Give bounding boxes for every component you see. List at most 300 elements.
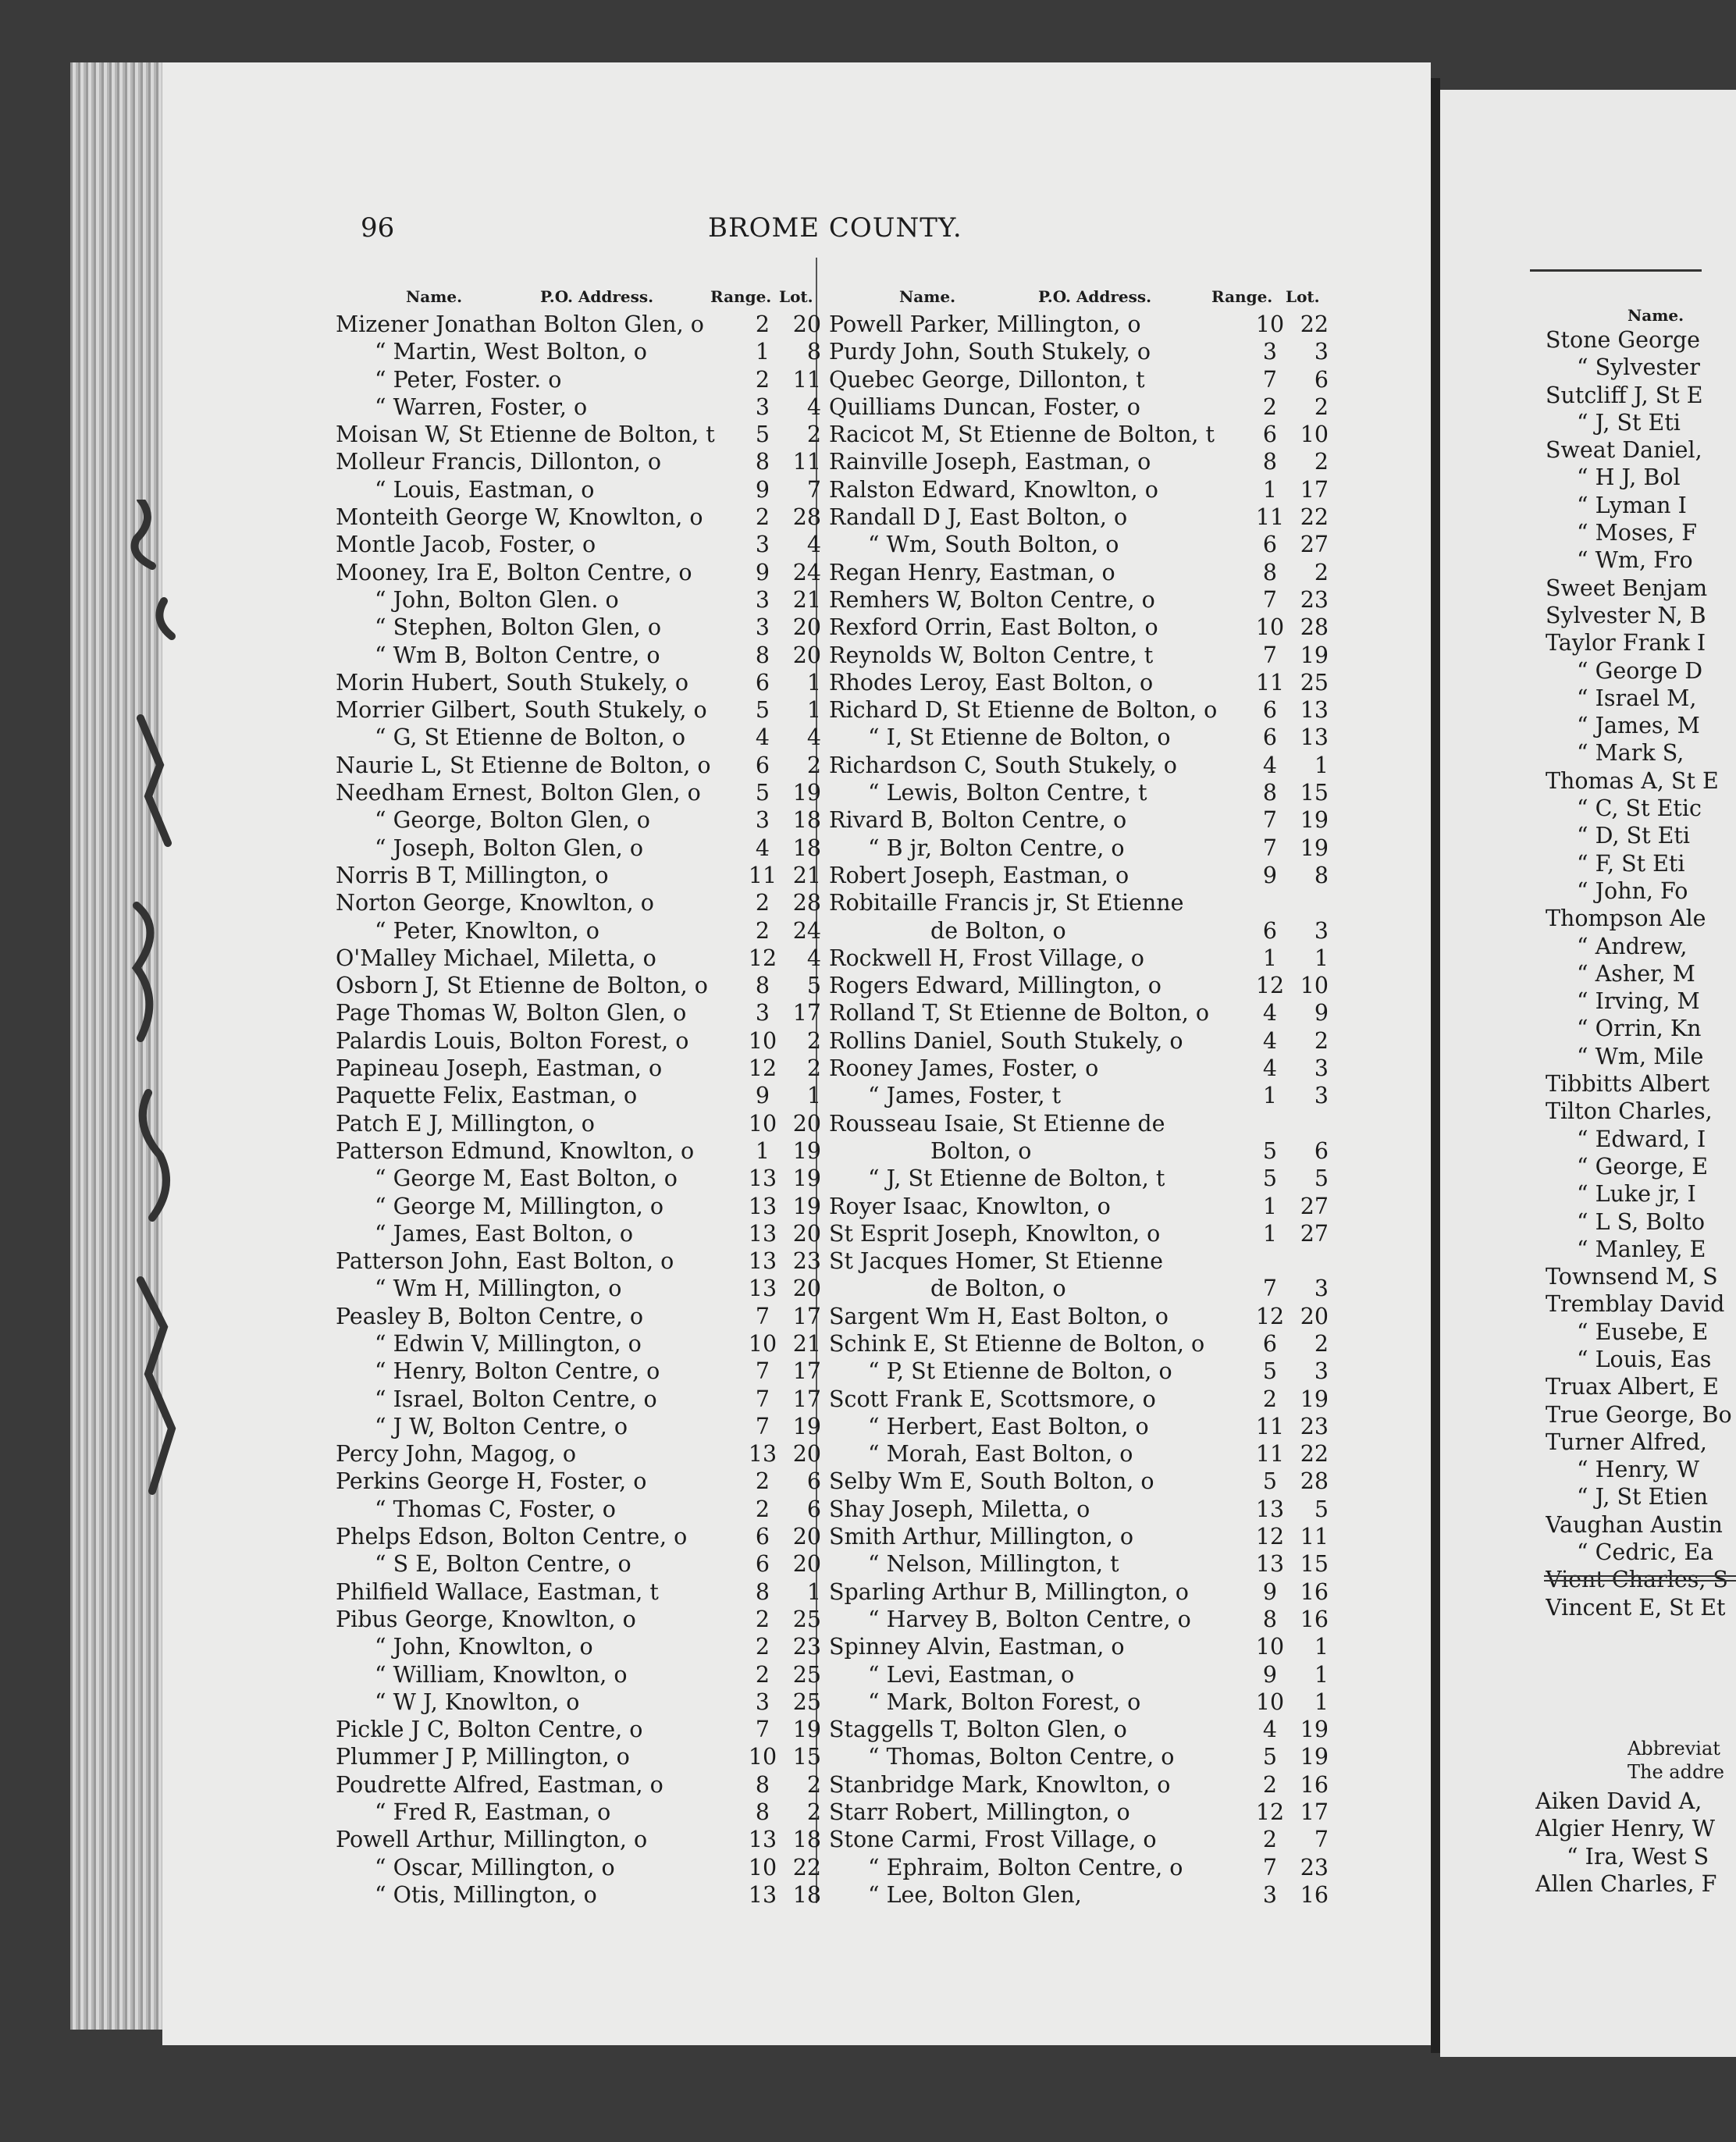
entry-name-address: “ James, Foster, t <box>868 1083 1062 1109</box>
entry-name-address: “ Ira, West S <box>1567 1843 1709 1870</box>
entry-lot: 2 <box>806 422 821 448</box>
entry-lot: 20 <box>1300 1303 1329 1329</box>
directory-entry <box>336 1468 820 1495</box>
entry-range: 2 <box>1262 393 1278 420</box>
entry-range: 1 <box>1262 1083 1278 1109</box>
entry-range: 2 <box>755 917 770 944</box>
entry-name-address: “ Peter, Knowlton, o <box>375 917 599 944</box>
entry-range: 5 <box>755 422 770 448</box>
entry-range: 2 <box>755 1661 770 1688</box>
entry-lot: 17 <box>1300 1799 1329 1826</box>
entry-lot: 22 <box>1300 504 1329 531</box>
right-page-entry <box>1546 354 1736 381</box>
directory-entry <box>829 669 1329 696</box>
entry-lot: 5 <box>806 973 821 999</box>
directory-entry <box>336 421 820 448</box>
entry-range: 10 <box>748 1330 777 1357</box>
entry-lot: 20 <box>792 1524 821 1550</box>
entry-name-address: Needham Ernest, Bolton Glen, o <box>336 780 701 806</box>
entry-name-address: Smith Arthur, Millington, o <box>829 1524 1133 1550</box>
entry-name-address: Page Thomas W, Bolton Glen, o <box>336 1000 687 1027</box>
entry-name-address: Spinney Alvin, Eastman, o <box>829 1634 1125 1660</box>
entry-name-address: Royer Isaac, Knowlton, o <box>829 1193 1111 1219</box>
entry-name-address: “ John, Bolton Glen. o <box>375 586 619 613</box>
entry-name-address: Sutcliff J, St E <box>1546 382 1703 408</box>
directory-entry <box>336 999 820 1027</box>
entry-lot: 1 <box>1314 1634 1329 1660</box>
right-page-double-rule <box>1544 1575 1736 1582</box>
header-po-address: P.O. Address. <box>540 287 654 306</box>
entry-name-address: “ Otis, Millington, o <box>375 1881 597 1908</box>
entry-lot: 19 <box>792 1413 821 1439</box>
entry-name-address: “ Ephraim, Bolton Centre, o <box>868 1854 1183 1880</box>
entry-range: 2 <box>755 1634 770 1660</box>
header-lot: Lot. <box>779 287 813 306</box>
right-page-entry <box>1546 1263 1736 1290</box>
right-page-entry <box>1546 382 1736 409</box>
entry-name-address: Naurie L, St Etienne de Bolton, o <box>336 752 711 778</box>
entry-lot: 7 <box>806 476 821 503</box>
entry-range: 10 <box>748 1110 777 1137</box>
directory-entry <box>829 1826 1329 1853</box>
directory-entry <box>336 669 820 696</box>
directory-entry <box>829 531 1329 558</box>
right-page-entry <box>1546 1153 1736 1180</box>
entry-name-address: “ Wm, South Bolton, o <box>868 532 1119 558</box>
directory-entry <box>829 1386 1329 1413</box>
entry-lot: 3 <box>1314 339 1329 365</box>
entry-range: 5 <box>1262 1468 1278 1495</box>
entry-name-address: Tremblay David <box>1546 1291 1725 1318</box>
entry-name-address: Molleur Francis, Dillonton, o <box>336 449 661 475</box>
entry-range: 7 <box>1262 834 1278 861</box>
directory-entry <box>336 476 820 503</box>
directory-entry <box>829 889 1321 916</box>
entry-lot: 19 <box>1300 1717 1329 1743</box>
directory-entry <box>829 1247 1321 1275</box>
entry-name-address: Rivard B, Bolton Centre, o <box>829 807 1127 834</box>
entry-name-address: Townsend M, S <box>1546 1264 1718 1290</box>
entry-range: 7 <box>1262 1276 1278 1302</box>
entry-name-address: Robert Joseph, Eastman, o <box>829 862 1129 888</box>
right-page-entry <box>1546 602 1736 629</box>
right-page-entry <box>1546 629 1736 656</box>
entry-lot: 23 <box>1300 586 1329 613</box>
entry-lot: 3 <box>1314 1358 1329 1385</box>
entry-lot: 1 <box>1314 1688 1329 1715</box>
entry-lot: 5 <box>1314 1165 1329 1192</box>
book-gutter <box>1431 78 1440 2053</box>
directory-entry <box>336 503 820 531</box>
entry-range: 7 <box>755 1358 770 1385</box>
entry-lot: 3 <box>1314 1276 1329 1302</box>
directory-entry <box>336 1275 820 1302</box>
entry-name-address: “ Lee, Bolton Glen, <box>868 1881 1082 1908</box>
directory-entry <box>829 779 1329 806</box>
directory-entry <box>336 1330 820 1357</box>
right-column <box>829 287 1329 1909</box>
entry-range: 7 <box>1262 586 1278 613</box>
entry-range: 13 <box>748 1276 777 1302</box>
entry-name-address: “ Israel, Bolton Centre, o <box>375 1386 657 1412</box>
entry-name-address: “ P, St Etienne de Bolton, o <box>868 1358 1172 1385</box>
directory-entry <box>829 338 1329 365</box>
entry-name-address: Sweet Benjam <box>1546 575 1708 601</box>
entry-range: 1 <box>1262 945 1278 971</box>
right-page-entry <box>1546 960 1736 987</box>
directory-entry <box>336 1386 820 1413</box>
entry-name-address: Rolland T, St Etienne de Bolton, o <box>829 1000 1209 1027</box>
directory-entry <box>829 945 1329 972</box>
directory-entry <box>336 1799 820 1826</box>
entry-lot: 19 <box>792 1137 821 1164</box>
entry-range: 3 <box>755 393 770 420</box>
entry-lot: 17 <box>792 1386 821 1412</box>
entry-range: 9 <box>755 1083 770 1109</box>
entry-range: 2 <box>755 504 770 531</box>
entry-name-address: Plummer J P, Millington, o <box>336 1744 630 1770</box>
entry-lot: 2 <box>806 752 821 778</box>
directory-entry <box>829 393 1329 421</box>
entry-name-address: Pickle J C, Bolton Centre, o <box>336 1717 643 1743</box>
entry-range: 10 <box>1255 614 1285 641</box>
directory-entry <box>829 1716 1329 1743</box>
directory-entry <box>829 1633 1329 1660</box>
directory-entry <box>336 393 820 421</box>
entry-range: 6 <box>755 1551 770 1578</box>
entry-lot: 17 <box>792 1358 821 1385</box>
entry-name-address: Rooney James, Foster, o <box>829 1055 1099 1082</box>
entry-name-address: “ Peter, Foster. o <box>375 366 562 393</box>
entry-name-address: “ Moses, F <box>1577 520 1697 546</box>
entry-range: 9 <box>1262 862 1278 888</box>
entry-lot: 11 <box>792 449 821 475</box>
entry-lot: 3 <box>1314 917 1329 944</box>
entry-range: 13 <box>1255 1551 1285 1578</box>
entry-range: 7 <box>1262 1854 1278 1880</box>
entry-range: 10 <box>748 1744 777 1770</box>
entry-name-address: Mooney, Ira E, Bolton Centre, o <box>336 559 692 585</box>
entry-range: 2 <box>755 366 770 393</box>
directory-entry <box>336 1771 820 1799</box>
entry-name-address: “ Fred R, Eastman, o <box>375 1799 611 1826</box>
entry-range: 12 <box>1255 1303 1285 1329</box>
directory-entry <box>829 1854 1329 1881</box>
entry-lot: 19 <box>1300 1744 1329 1770</box>
entry-lot: 2 <box>806 1055 821 1082</box>
entry-range: 6 <box>1262 724 1278 751</box>
entry-range: 12 <box>748 1055 777 1082</box>
directory-entry <box>336 1743 820 1770</box>
entry-range: 7 <box>755 1413 770 1439</box>
entry-range: 2 <box>755 1606 770 1632</box>
entry-lot: 27 <box>1300 1220 1329 1247</box>
entry-range: 9 <box>755 559 770 585</box>
right-page-entries <box>1546 326 1736 1621</box>
entry-name-address: Rainville Joseph, Eastman, o <box>829 449 1151 475</box>
entry-range: 3 <box>755 1000 770 1027</box>
right-page-entry <box>1546 1594 1736 1621</box>
entry-range: 2 <box>755 1496 770 1522</box>
header-name: Name. <box>406 287 463 306</box>
entry-name-address: St Jacques Homer, St Etienne <box>829 1248 1163 1275</box>
entry-name-address: “ Wm H, Millington, o <box>375 1276 622 1302</box>
entry-name-address: Quilliams Duncan, Foster, o <box>829 393 1140 420</box>
entry-lot: 2 <box>806 1027 821 1054</box>
entry-name-address: Rexford Orrin, East Bolton, o <box>829 614 1158 641</box>
entry-lot: 6 <box>806 1468 821 1495</box>
entry-lot: 10 <box>1300 422 1329 448</box>
entry-lot: 7 <box>1314 1827 1329 1853</box>
entry-range: 5 <box>1262 1358 1278 1385</box>
directory-entry <box>829 559 1329 586</box>
right-page-entry <box>1546 1126 1736 1153</box>
entry-range: 11 <box>748 862 777 888</box>
entry-lot: 1 <box>806 1083 821 1109</box>
entry-range: 1 <box>1262 1193 1278 1219</box>
entry-range: 7 <box>755 1717 770 1743</box>
entry-name-address: Vincent E, St Et <box>1546 1594 1726 1621</box>
entry-name-address: “ B jr, Bolton Centre, o <box>868 834 1125 861</box>
entry-name-address: Stanbridge Mark, Knowlton, o <box>829 1771 1171 1798</box>
entry-name-address: Schink E, St Etienne de Bolton, o <box>829 1330 1205 1357</box>
entry-name-address: Remhers W, Bolton Centre, o <box>829 586 1155 613</box>
entry-name-address: Rhodes Leroy, East Bolton, o <box>829 669 1154 696</box>
entry-lot: 2 <box>806 1771 821 1798</box>
entry-range: 9 <box>1262 1578 1278 1605</box>
entry-name-address: de Bolton, o <box>930 1276 1066 1302</box>
directory-entry <box>336 1082 820 1109</box>
entry-name-address: Tilton Charles, <box>1546 1098 1713 1125</box>
right-page-entry <box>1546 1318 1736 1346</box>
directory-entry <box>336 1110 820 1137</box>
entry-lot: 6 <box>806 1496 821 1522</box>
entry-name-address: “ Manley, E <box>1577 1236 1706 1262</box>
entry-range: 6 <box>755 669 770 696</box>
directory-entry <box>336 1303 820 1330</box>
entry-lot: 18 <box>792 807 821 834</box>
entry-name-address: “ J, St Eti <box>1577 409 1681 436</box>
directory-entry <box>829 752 1329 779</box>
entry-range: 8 <box>1262 1606 1278 1632</box>
entry-range: 4 <box>1262 1055 1278 1082</box>
directory-entry <box>336 642 820 669</box>
entry-lot: 2 <box>1314 449 1329 475</box>
entry-lot: 21 <box>792 586 821 613</box>
directory-entry <box>336 614 820 641</box>
directory-entry <box>829 503 1329 531</box>
entry-lot: 6 <box>1314 366 1329 393</box>
entry-name-address: “ G, St Etienne de Bolton, o <box>375 724 686 751</box>
entry-name-address: Norton George, Knowlton, o <box>336 890 654 916</box>
entry-name-address: “ Irving, M <box>1577 988 1700 1015</box>
entry-lot: 25 <box>792 1688 821 1715</box>
entry-name-address: “ Cedric, Ea <box>1577 1539 1714 1566</box>
entry-range: 6 <box>755 1524 770 1550</box>
right-page-entry <box>1546 1043 1736 1070</box>
right-page-entry <box>1546 987 1736 1015</box>
entry-name-address: Staggells T, Bolton Glen, o <box>829 1717 1127 1743</box>
right-page-entry <box>1546 546 1736 574</box>
directory-entry <box>336 862 820 889</box>
directory-entry <box>829 311 1329 338</box>
entry-lot: 4 <box>806 724 821 751</box>
entry-name-address: Bolton, o <box>930 1137 1032 1164</box>
right-page-entry <box>1546 850 1736 877</box>
entry-lot: 4 <box>806 945 821 971</box>
entry-range: 11 <box>1255 669 1285 696</box>
entry-lot: 20 <box>792 1220 821 1247</box>
right-page-entry <box>1546 1539 1736 1566</box>
entry-lot: 22 <box>1300 311 1329 337</box>
right-page-entry <box>1535 1870 1736 1898</box>
entry-range: 8 <box>755 1578 770 1605</box>
entry-range: 3 <box>1262 339 1278 365</box>
entry-name-address: “ James, M <box>1577 713 1700 739</box>
entry-lot: 23 <box>792 1248 821 1275</box>
entry-name-address: “ J, St Etien <box>1577 1484 1709 1510</box>
entry-range: 10 <box>1255 311 1285 337</box>
directory-entry <box>336 1027 820 1055</box>
entry-range: 8 <box>755 449 770 475</box>
entry-range: 9 <box>755 476 770 503</box>
entry-range: 2 <box>1262 1827 1278 1853</box>
directory-entry <box>829 1027 1329 1055</box>
entry-lot: 18 <box>792 1827 821 1853</box>
entry-range: 12 <box>748 945 777 971</box>
directory-entry <box>336 1716 820 1743</box>
entry-range: 10 <box>1255 1688 1285 1715</box>
entry-range: 5 <box>755 697 770 724</box>
entry-name-address: “ Orrin, Kn <box>1577 1016 1702 1042</box>
entry-name-address: “ John, Knowlton, o <box>375 1634 593 1660</box>
entry-lot: 16 <box>1300 1578 1329 1605</box>
left-column <box>336 287 820 1909</box>
directory-entry <box>829 1440 1329 1468</box>
entry-range: 8 <box>755 1771 770 1798</box>
entry-name-address: “ Mark, Bolton Forest, o <box>868 1688 1141 1715</box>
entry-lot: 19 <box>1300 642 1329 668</box>
entry-range: 12 <box>1255 1799 1285 1826</box>
directory-entry <box>336 1661 820 1688</box>
entry-range: 3 <box>755 807 770 834</box>
right-page-entry <box>1546 436 1736 464</box>
right-page-entry <box>1546 1098 1736 1125</box>
entry-name-address: Percy John, Magog, o <box>336 1441 577 1468</box>
right-page-entry <box>1535 1843 1736 1870</box>
entry-lot: 10 <box>1300 973 1329 999</box>
entry-name-address: Norris B T, Millington, o <box>336 862 609 888</box>
entry-name-address: Rousseau Isaie, St Etienne de <box>829 1110 1165 1137</box>
entry-range: 2 <box>1262 1386 1278 1412</box>
directory-entry <box>829 366 1329 393</box>
directory-entry <box>336 338 820 365</box>
entry-name-address: “ Nelson, Millington, t <box>868 1551 1119 1578</box>
entry-name-address: “ W J, Knowlton, o <box>375 1688 580 1715</box>
entry-lot: 17 <box>792 1303 821 1329</box>
entry-name-address: Pibus George, Knowlton, o <box>336 1606 636 1632</box>
entry-range: 3 <box>1262 1881 1278 1908</box>
right-page-entry <box>1546 1070 1736 1098</box>
entry-name-address: “ Warren, Foster, o <box>375 393 588 420</box>
entry-name-address: “ S E, Bolton Centre, o <box>375 1551 631 1578</box>
directory-entry <box>336 559 820 586</box>
entry-range: 10 <box>1255 1634 1285 1660</box>
right-page-entry <box>1546 877 1736 905</box>
directory-entry <box>829 1303 1329 1330</box>
entry-range: 13 <box>748 1881 777 1908</box>
entry-name-address: “ Louis, Eastman, o <box>375 476 595 503</box>
entry-lot: 2 <box>1314 1330 1329 1357</box>
entry-name-address: “ William, Knowlton, o <box>375 1661 628 1688</box>
right-page-entry <box>1546 1483 1736 1510</box>
entry-name-address: “ Israel M, <box>1577 685 1697 711</box>
directory-entry <box>336 1633 820 1660</box>
entry-range: 9 <box>1262 1661 1278 1688</box>
directory-entry <box>336 1440 820 1468</box>
entry-lot: 1 <box>806 697 821 724</box>
right-page-entry <box>1535 1788 1736 1815</box>
entry-name-address: “ Wm B, Bolton Centre, o <box>375 642 660 668</box>
entry-name-address: Papineau Joseph, Eastman, o <box>336 1055 663 1082</box>
entry-lot: 8 <box>1314 862 1329 888</box>
entry-range: 8 <box>755 1799 770 1826</box>
directory-entry <box>829 1193 1329 1220</box>
directory-entry <box>336 945 820 972</box>
entry-lot: 5 <box>1314 1496 1329 1522</box>
entry-range: 6 <box>1262 697 1278 724</box>
directory-entry <box>336 1220 820 1247</box>
entry-name-address: “ L S, Bolto <box>1577 1208 1706 1235</box>
entry-name-address: “ George D <box>1577 657 1703 684</box>
entry-name-address: “ Harvey B, Bolton Centre, o <box>868 1606 1191 1632</box>
directory-entry <box>829 999 1329 1027</box>
entry-lot: 25 <box>792 1661 821 1688</box>
right-page-entry <box>1546 1236 1736 1263</box>
directory-entry <box>829 1688 1329 1716</box>
entry-range: 13 <box>748 1248 777 1275</box>
entry-range: 12 <box>1255 973 1285 999</box>
header-name: Name. <box>899 287 956 306</box>
entry-name-address: Palardis Louis, Bolton Forest, o <box>336 1027 689 1054</box>
entry-name-address: “ Martin, West Bolton, o <box>375 339 647 365</box>
right-page-entry <box>1546 1373 1736 1400</box>
running-head: BROME COUNTY. <box>708 212 962 244</box>
right-page-entry <box>1546 1511 1736 1539</box>
entry-name-address: Powell Arthur, Millington, o <box>336 1827 648 1853</box>
entry-name-address: Morin Hubert, South Stukely, o <box>336 669 689 696</box>
entry-lot: 19 <box>792 1717 821 1743</box>
directory-entry <box>336 834 820 862</box>
entry-range: 11 <box>1255 504 1285 531</box>
entry-name-address: Paquette Felix, Eastman, o <box>336 1083 638 1109</box>
entry-range: 4 <box>1262 1027 1278 1054</box>
entry-name-address: Vaughan Austin <box>1546 1511 1723 1538</box>
directory-entry <box>336 1357 820 1385</box>
entry-name-address: Allen Charles, F <box>1535 1870 1717 1897</box>
entry-name-address: Osborn J, St Etienne de Bolton, o <box>336 973 708 999</box>
entry-lot: 19 <box>792 1193 821 1219</box>
entry-range: 4 <box>1262 1000 1278 1027</box>
entry-lot: 13 <box>1300 724 1329 751</box>
entry-name-address: True George, Bo <box>1546 1401 1732 1428</box>
entry-name-address: “ John, Fo <box>1577 877 1688 904</box>
entry-name-address: Rockwell H, Frost Village, o <box>829 945 1144 971</box>
entry-range: 13 <box>748 1193 777 1219</box>
entry-lot: 11 <box>792 366 821 393</box>
directory-entry <box>829 1578 1329 1606</box>
page-number: 96 <box>361 212 395 244</box>
